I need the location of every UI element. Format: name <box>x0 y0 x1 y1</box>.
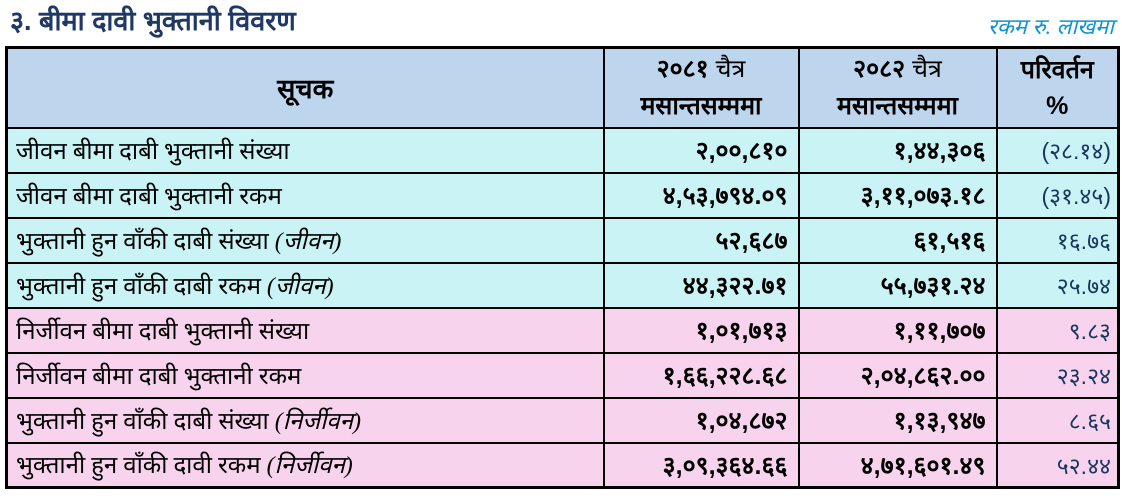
table-row <box>7 173 1119 218</box>
header-2081 <box>604 48 799 128</box>
top-bar <box>0 0 1122 46</box>
value-2082-cell: १,११,७०७ <box>799 308 997 353</box>
header-2081-month: चैत्र <box>715 56 746 84</box>
table-row <box>7 308 1119 353</box>
unit-note: रकम रु. लाखमा <box>987 14 1114 39</box>
value-2081-cell: २,००,८१० <box>604 128 799 173</box>
indicator-cell: भुक्तानी हुन वाँकी दाबी संख्या (जीवन) <box>7 218 604 263</box>
table-row <box>7 398 1119 443</box>
change-cell: ९.८३ <box>997 308 1119 353</box>
value-2081-cell: १,०१,७१३ <box>604 308 799 353</box>
page-title: ३. बीमा दावी भुक्तानी विवरण <box>10 6 296 36</box>
indicator-cell: जीवन बीमा दाबी भुक्तानी संख्या <box>7 128 604 173</box>
header-2081-line2: मसान्तसम्ममा <box>640 92 762 121</box>
claims-table <box>5 46 1120 489</box>
value-2081-cell: १,०४,८७२ <box>604 398 799 443</box>
change-cell: (३१.४५) <box>997 173 1119 218</box>
table-row <box>7 353 1119 398</box>
change-cell: २५.७४ <box>997 263 1119 308</box>
header-row <box>7 48 1119 128</box>
value-2081-cell: ४,५३,७९४.०९ <box>604 173 799 218</box>
header-2082 <box>799 48 997 128</box>
table-row <box>7 443 1119 488</box>
header-2082-month: चैत्र <box>912 56 942 84</box>
header-change-line1: परिवर्तन <box>1020 55 1094 84</box>
value-2081-cell: ४४,३२२.७१ <box>604 263 799 308</box>
value-2082-cell: ३,११,०७३.१८ <box>799 173 997 218</box>
indicator-cell: जीवन बीमा दाबी भुक्तानी रकम <box>7 173 604 218</box>
value-2082-cell: ४,७१,६०१.४९ <box>799 443 997 488</box>
value-2082-cell: १,१३,९४७ <box>799 398 997 443</box>
indicator-cell: भुक्तानी हुन वाँकी दाबी रकम (जीवन) <box>7 263 604 308</box>
table-row <box>7 128 1119 173</box>
header-change-line2: % <box>1046 91 1069 120</box>
header-2082-year: २०८२ <box>853 55 906 84</box>
change-cell: (२८.१४) <box>997 128 1119 173</box>
header-2081-year: २०८१ <box>656 55 709 84</box>
change-cell: ८.६५ <box>997 398 1119 443</box>
table-row <box>7 263 1119 308</box>
value-2081-cell: ३,०९,३६४.६६ <box>604 443 799 488</box>
change-cell: २३.२४ <box>997 353 1119 398</box>
value-2082-cell: १,४४,३०६ <box>799 128 997 173</box>
indicator-cell: निर्जीवन बीमा दाबी भुक्तानी संख्या <box>7 308 604 353</box>
value-2082-cell: ६१,५१६ <box>799 218 997 263</box>
indicator-cell: निर्जीवन बीमा दाबी भुक्तानी रकम <box>7 353 604 398</box>
header-change <box>997 48 1119 128</box>
value-2082-cell: २,०४,८६२.०० <box>799 353 997 398</box>
change-cell: ५२.४४ <box>997 443 1119 488</box>
header-2082-line2: मसान्तसम्ममा <box>836 92 959 121</box>
value-2082-cell: ५५,७३१.२४ <box>799 263 997 308</box>
change-cell: १६.७६ <box>997 218 1119 263</box>
value-2081-cell: ५२,६८७ <box>604 218 799 263</box>
indicator-cell: भुक्तानी हुन वाँकी दाबी संख्या (निर्जीवन) <box>7 398 604 443</box>
value-2081-cell: १,६६,२२८.६८ <box>604 353 799 398</box>
table-row <box>7 218 1119 263</box>
header-indicator: सूचक <box>7 48 604 128</box>
indicator-cell: भुक्तानी हुन वाँकी दावी रकम (निर्जीवन) <box>7 443 604 488</box>
